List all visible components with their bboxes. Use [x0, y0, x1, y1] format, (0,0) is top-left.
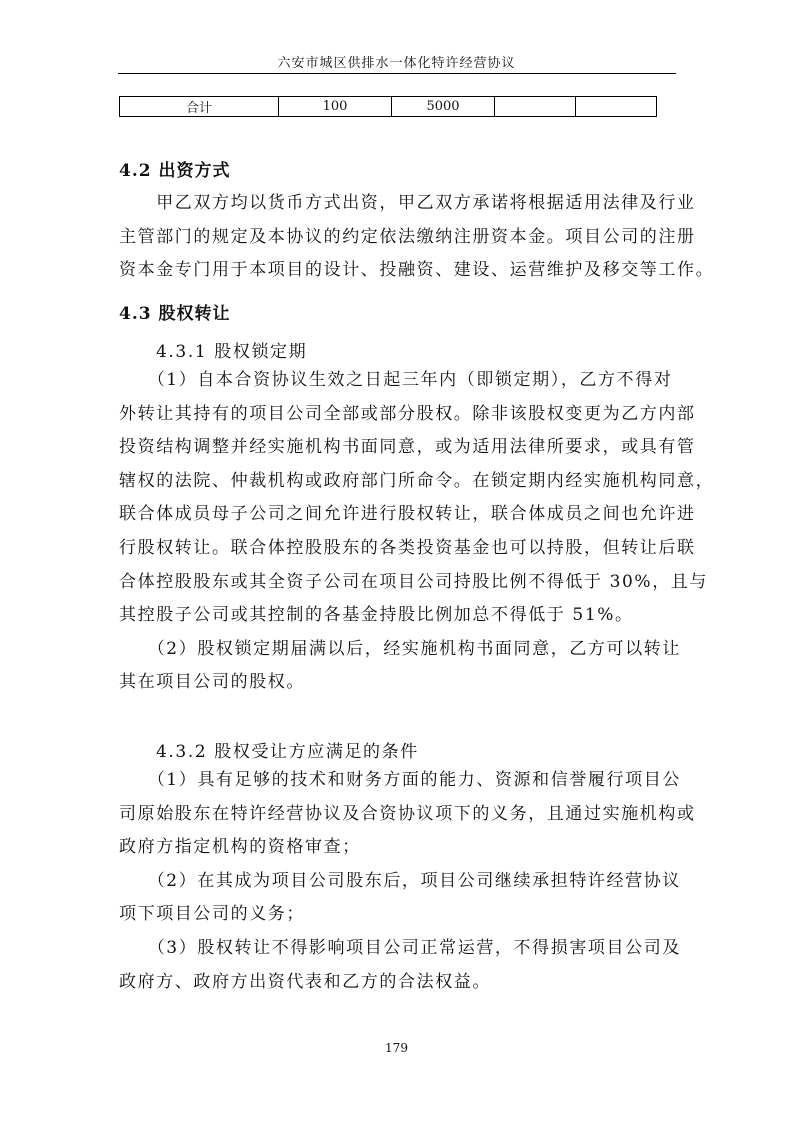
table-row — [120, 97, 657, 117]
page-number: 179 — [385, 1041, 408, 1055]
text-line: 司原始股东在特许经营协议及合资协议项下的义务，且通过实施机构或 — [119, 803, 696, 824]
capital-table — [119, 96, 657, 117]
text-line: 辖权的法院、仲裁机构或政府部门所命令。在锁定期内经实施机构同意， — [119, 470, 715, 491]
text-line: 资本金专门用于本项目的设计、投融资、建设、运营维护及移交等工作。 — [119, 260, 715, 281]
text-line: 外转让其持有的项目公司全部或部分股权。除非该股权变更为乙方内部 — [119, 403, 696, 424]
text-line: 其在项目公司的股权。 — [119, 672, 305, 693]
header-rule — [118, 73, 676, 74]
text-line: （3）股权转让不得影响项目公司正常运营，不得损害项目公司及 — [119, 937, 681, 958]
running-header: 六安市城区供排水一体化特许经营协议 — [277, 56, 516, 71]
section-heading-4-2: 4.2 出资方式 — [119, 161, 231, 181]
paragraph-4-3-2 — [119, 764, 696, 999]
table-cell-empty — [576, 97, 657, 117]
table-cell-ratio: 100 — [279, 97, 392, 117]
subheading-4-3-1: 4.3.1 股权锁定期 — [156, 342, 308, 362]
text-line: 其控股子公司或其控制的各基金持股比例加总不得低于 51%。 — [119, 605, 634, 626]
table-cell-label: 合计 — [120, 97, 279, 117]
paragraph-4-2 — [119, 187, 715, 288]
table-cell-amount: 5000 — [392, 97, 495, 117]
text-line: 行股权转让。联合体控股股东的各类投资基金也可以持股，但转让后联 — [119, 537, 696, 558]
text-line: 政府方、政府方出资代表和乙方的合法权益。 — [119, 971, 491, 992]
text-line: （2）在其成为项目公司股东后，项目公司继续承担特许经营协议 — [119, 870, 681, 891]
text-line: （1）具有足够的技术和财务方面的能力、资源和信誉履行项目公 — [119, 770, 681, 790]
text-line: 主管部门的规定及本协议的约定依法缴纳注册资本金。项目公司的注册 — [119, 226, 696, 247]
text-line: 联合体成员母子公司之间允许进行股权转让，联合体成员之间也允许进 — [119, 504, 696, 525]
text-line: 项下项目公司的义务； — [119, 904, 305, 925]
text-line: 政府方指定机构的资格审查； — [119, 837, 361, 858]
text-line: 甲乙双方均以货币方式出资，甲乙双方承诺将根据适用法律及行业 — [119, 193, 696, 213]
text-line: 合体控股股东或其全资子公司在项目公司持股比例不得低于 30%，且与 — [119, 571, 708, 592]
subheading-4-3-2: 4.3.2 股权受让方应满足的条件 — [156, 742, 419, 762]
text-line: 投资结构调整并经实施机构书面同意，或为适用法律所要求，或具有管 — [119, 437, 696, 458]
text-line: （1）自本合资协议生效之日起三年内（即锁定期），乙方不得对 — [119, 370, 673, 390]
section-heading-4-3: 4.3 股权转让 — [119, 304, 231, 324]
paragraph-4-3-1 — [119, 364, 715, 700]
text-line: （2）股权锁定期届满以后，经实施机构书面同意，乙方可以转让 — [119, 638, 681, 659]
table-cell-empty — [495, 97, 576, 117]
